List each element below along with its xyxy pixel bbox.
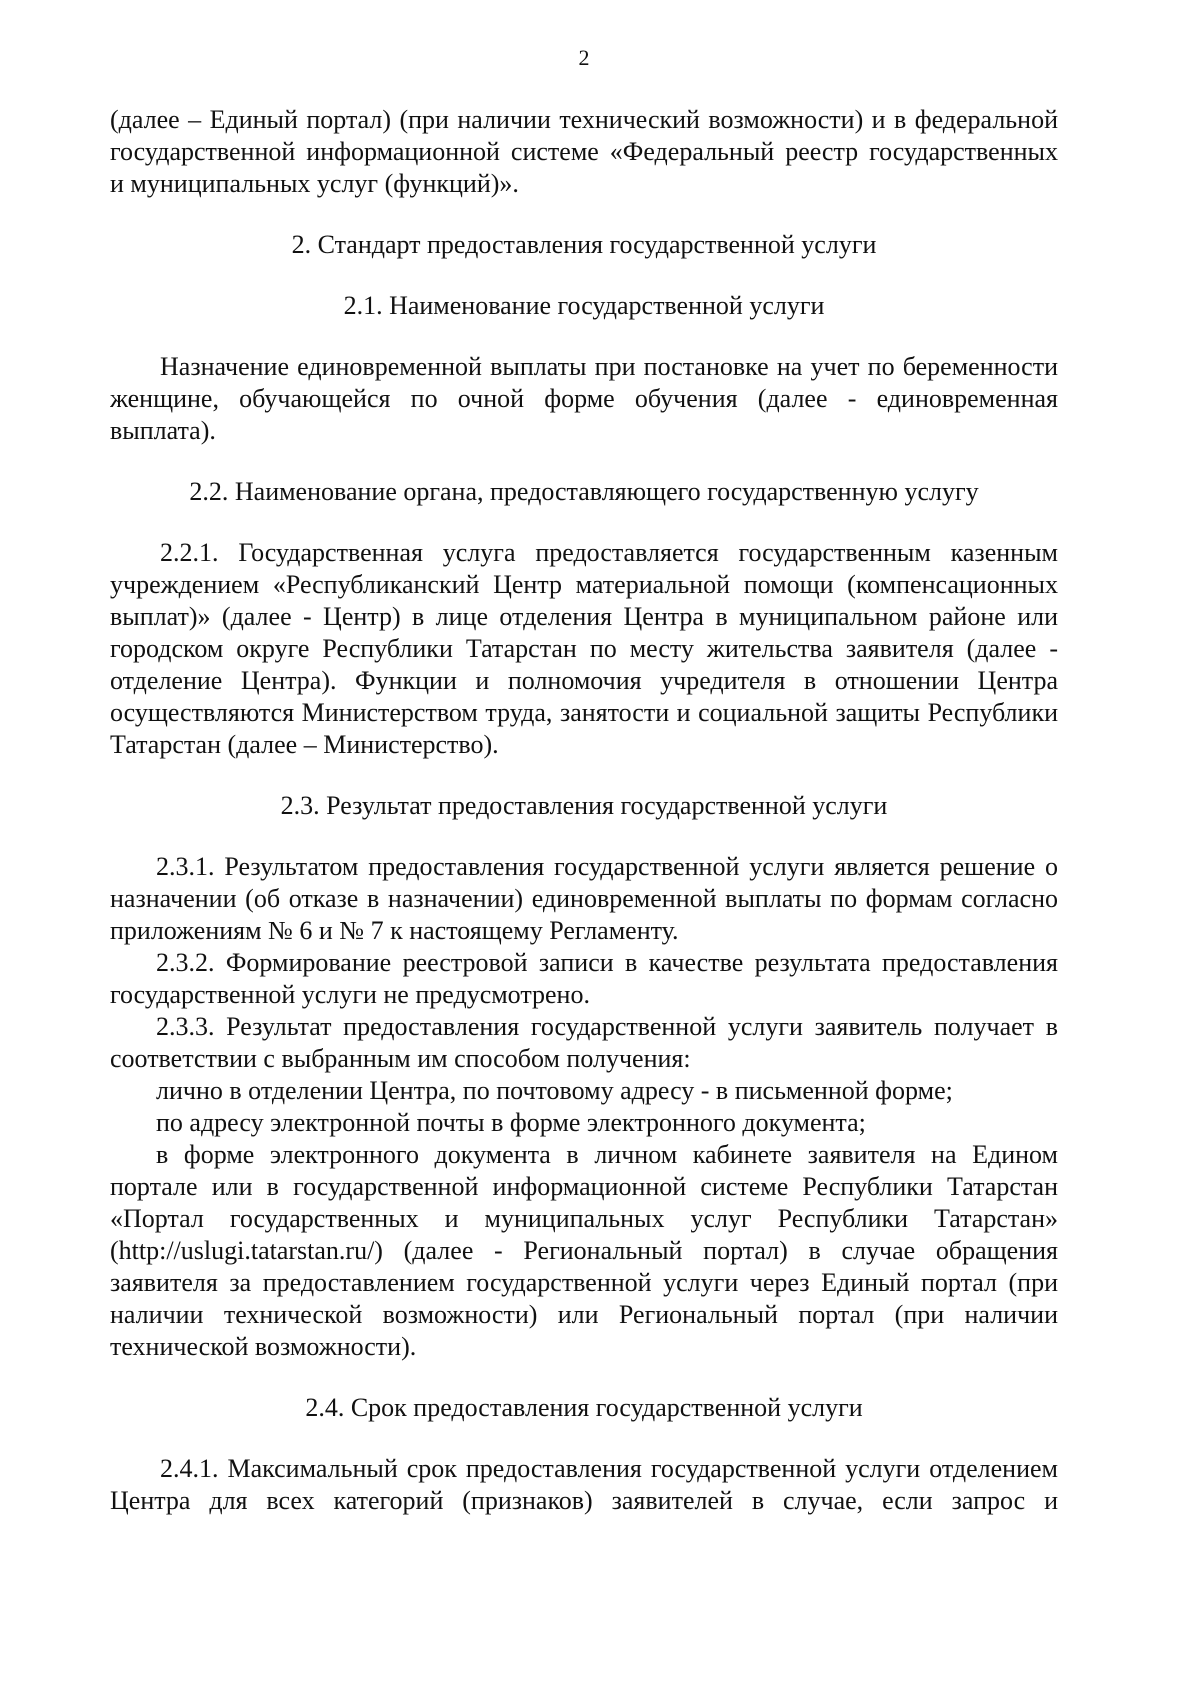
text-line: Татарстан (далее – Министерство). — [110, 730, 499, 759]
text-line: портале или в государственной информационной системе Республики Татарстан — [110, 1172, 1058, 1201]
text-line: городском округе Республики Татарстан по месту жительства заявителя (далее - — [110, 634, 1058, 663]
text-line: Назначение единовременной выплаты при постановке на учет по беременности — [160, 352, 1058, 381]
text-line: государственной информационной системе «Федеральный реестр государственных — [110, 137, 1058, 166]
text-line: наличии технической возможности) или Региональный портал (при наличии — [110, 1300, 1058, 1329]
text-line: лично в отделении Центра, по почтовому адресу - в письменной форме; — [156, 1076, 953, 1105]
paragraph — [110, 1453, 1058, 1517]
text-line: в форме электронного документа в личном кабинете заявителя на Едином — [156, 1140, 1058, 1169]
paragraph — [110, 851, 1058, 947]
text-line: осуществляются Министерством труда, занятости и социальной защиты Республики — [110, 698, 1058, 727]
text-line: 2.4.1. Максимальный срок предоставления государственной услуги отделением — [160, 1454, 1058, 1483]
paragraph — [110, 537, 1058, 761]
text-line: и муниципальных услуг (функций)». — [110, 169, 519, 198]
page-number: 2 — [578, 45, 590, 70]
paragraph — [110, 1011, 1058, 1075]
paragraph — [110, 947, 1058, 1011]
text-line: приложениям № 6 и № 7 к настоящему Регламенту. — [110, 916, 679, 945]
paragraph — [110, 351, 1058, 447]
paragraph — [110, 1075, 1058, 1107]
text-line: технической возможности). — [110, 1332, 417, 1361]
text-line: (http://uslugi.tatarstan.ru/) (далее - Региональный портал) в случае обращения — [110, 1236, 1058, 1265]
text-line: государственной услуги не предусмотрено. — [110, 980, 590, 1009]
text-line: 2.3.1. Результатом предоставления государственной услуги является решение о — [156, 852, 1058, 881]
paragraph — [110, 1139, 1058, 1363]
section-heading: 2.4. Срок предоставления государственной услуги — [305, 1393, 863, 1422]
section-heading: 2.3. Результат предоставления государственной услуги — [280, 791, 888, 820]
section-heading: 2.2. Наименование органа, предоставляющего государственную услугу — [189, 477, 979, 506]
intro-paragraph — [110, 104, 1058, 200]
section-heading: 2. Стандарт предоставления государственной услуги — [291, 230, 877, 259]
text-line: «Портал государственных и муниципальных услуг Республики Татарстан» — [110, 1204, 1058, 1233]
text-line: (далее – Единый портал) (при наличии технический возможности) и в федеральной — [110, 105, 1058, 134]
text-line: 2.3.2. Формирование реестровой записи в качестве результата предоставления — [156, 948, 1058, 977]
text-line: по адресу электронной почты в форме электронного документа; — [156, 1108, 866, 1137]
text-line: назначении (об отказе в назначении) единовременной выплаты по формам согласно — [110, 884, 1058, 913]
text-line: отделение Центра). Функции и полномочия учредителя в отношении Центра — [110, 666, 1058, 695]
text-line: женщине, обучающейся по очной форме обучения (далее - единовременная — [110, 384, 1058, 413]
text-line: 2.3.3. Результат предоставления государственной услуги заявитель получает в — [156, 1012, 1058, 1041]
text-line: учреждением «Республиканский Центр материальной помощи (компенсационных — [110, 570, 1058, 599]
text-line: заявителя за предоставлением государственной услуги через Единый портал (при — [110, 1268, 1058, 1297]
text-line: выплат)» (далее - Центр) в лице отделения Центра в муниципальном районе или — [110, 602, 1058, 631]
text-line: 2.2.1. Государственная услуга предоставляется государственным казенным — [160, 538, 1058, 567]
text-line: Центра для всех категорий (признаков) заявителей в случае, если запрос и — [110, 1486, 1058, 1515]
section-heading: 2.1. Наименование государственной услуги — [343, 291, 825, 320]
text-line: соответствии с выбранным им способом получения: — [110, 1044, 691, 1073]
document-body — [110, 104, 1058, 1517]
paragraph — [110, 1107, 1058, 1139]
text-line: выплата). — [110, 416, 216, 445]
